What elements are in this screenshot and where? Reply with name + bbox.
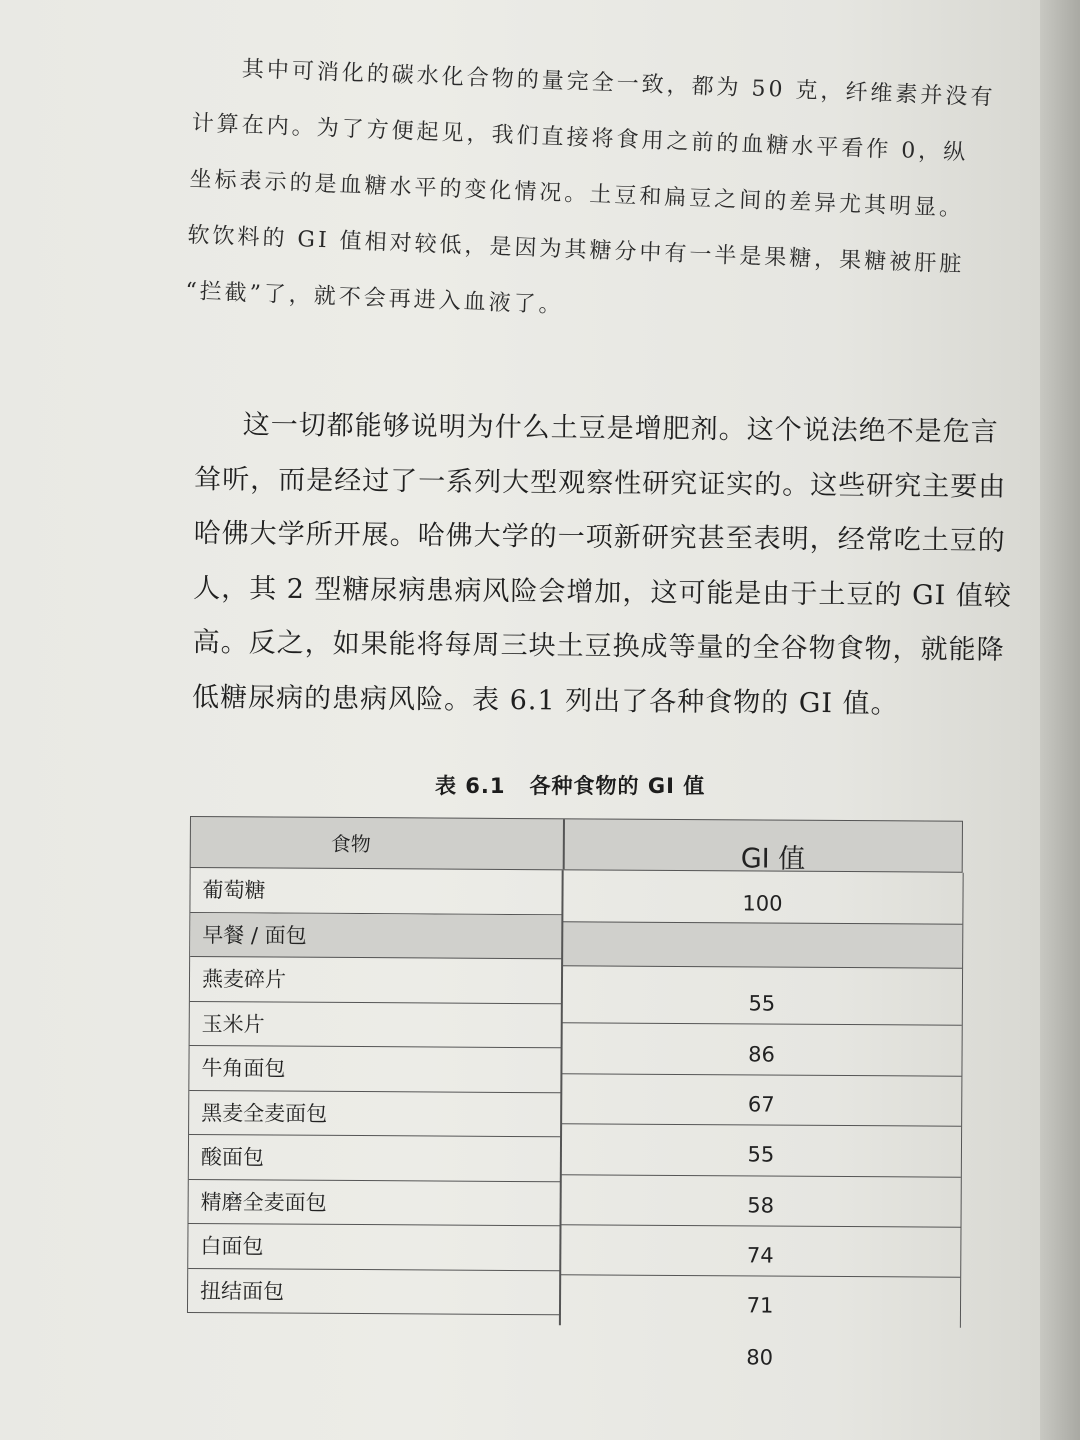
gi-value-cell — [560, 1332, 960, 1384]
food-name: 黑麦全麦面包 — [201, 1100, 328, 1126]
food-name: 葡萄糖 — [202, 878, 266, 903]
body-line: 低糖尿病的患病风险。表 6.1 列出了各种食物的 GI 值。 — [191, 681, 899, 720]
body-line: 耸听，而是经过了一系列大型观察性研究证实的。这些研究主要由 — [194, 463, 1007, 503]
food-name: 牛角面包 — [201, 1056, 286, 1081]
food-section: 早餐 / 面包 — [202, 922, 307, 948]
gi-column — [560, 870, 964, 1370]
header-divider — [563, 819, 565, 869]
table-row — [190, 868, 562, 915]
gi-value: 80 — [746, 1345, 774, 1370]
gi-value-cell — [561, 1029, 961, 1081]
gi-value: 67 — [747, 1092, 775, 1117]
gi-value-cell — [560, 1280, 960, 1332]
table-row — [189, 1179, 561, 1226]
body-paragraph — [191, 398, 1013, 732]
note-line: 计算在内。为了方便起见，我们直接将食用之前的血糖水平看作 0，纵 — [191, 110, 969, 166]
gi-value: 58 — [747, 1193, 775, 1218]
table-row — [189, 1135, 561, 1182]
table-row — [190, 957, 562, 1004]
note-line: “拦截”了，就不会再进入血液了。 — [184, 278, 565, 319]
gi-value-cell — [561, 1129, 961, 1181]
table-caption — [435, 770, 705, 800]
table-row — [189, 1046, 561, 1093]
food-name: 扭结面包 — [200, 1278, 285, 1304]
gi-value: 74 — [746, 1243, 774, 1268]
table-section-row — [190, 913, 562, 960]
note-line: 坐标表示的是血糖水平的变化情况。土豆和扁豆之间的差异尤其明显。 — [189, 166, 965, 222]
table-row — [190, 1002, 562, 1049]
table-title: 各种食物的 GI 值 — [529, 774, 706, 798]
note-line: 软饮料的 GI 值相对较低，是因为其糖分中有一半是果糖，果糖被肝脏 — [187, 222, 965, 278]
gi-value-cell — [562, 878, 962, 930]
gi-value-cell — [562, 978, 962, 1030]
book-page-edge — [1040, 0, 1080, 1440]
header-food: 食物 — [330, 831, 371, 857]
food-name: 玉米片 — [201, 1011, 265, 1036]
gi-value: 55 — [748, 991, 776, 1016]
body-line: 高。反之，如果能将每周三块土豆换成等量的全谷物食物，就能降 — [192, 626, 1005, 666]
table-row — [188, 1268, 560, 1315]
food-name: 酸面包 — [200, 1145, 264, 1170]
food-name: 白面包 — [200, 1234, 264, 1259]
gi-value: 55 — [747, 1142, 775, 1167]
body-line: 哈佛大学所开展。哈佛大学的一项新研究甚至表明，经常吃土豆的 — [193, 517, 1006, 557]
table-header — [190, 816, 963, 873]
header-gi: GI 值 — [740, 843, 806, 875]
food-column — [187, 868, 563, 1315]
gi-value-cell — [561, 1079, 961, 1131]
body-line: 人，其 2 型糖尿病患病风险会增加，这可能是由于土豆的 GI 值较 — [193, 572, 1013, 612]
gi-value-cell — [560, 1230, 960, 1282]
food-name: 燕麦碎片 — [201, 967, 287, 992]
gi-table — [187, 816, 965, 1370]
table-row — [189, 1091, 561, 1138]
gi-value-cell — [560, 1180, 960, 1232]
gi-value: 71 — [746, 1293, 774, 1318]
table-number: 表 6.1 — [435, 774, 506, 798]
note-line: 其中可消化的碳水化合物的量完全一致，都为 50 克，纤维素并没有 — [241, 56, 996, 111]
table-row — [188, 1224, 560, 1271]
figure-note — [184, 40, 996, 349]
food-name: 精磨全麦面包 — [200, 1189, 327, 1215]
body-line: 这一切都能够说明为什么土豆是增肥剂。这个说法绝不是危言 — [242, 409, 999, 448]
gi-value: 100 — [742, 891, 783, 916]
gi-value: 86 — [748, 1042, 775, 1067]
